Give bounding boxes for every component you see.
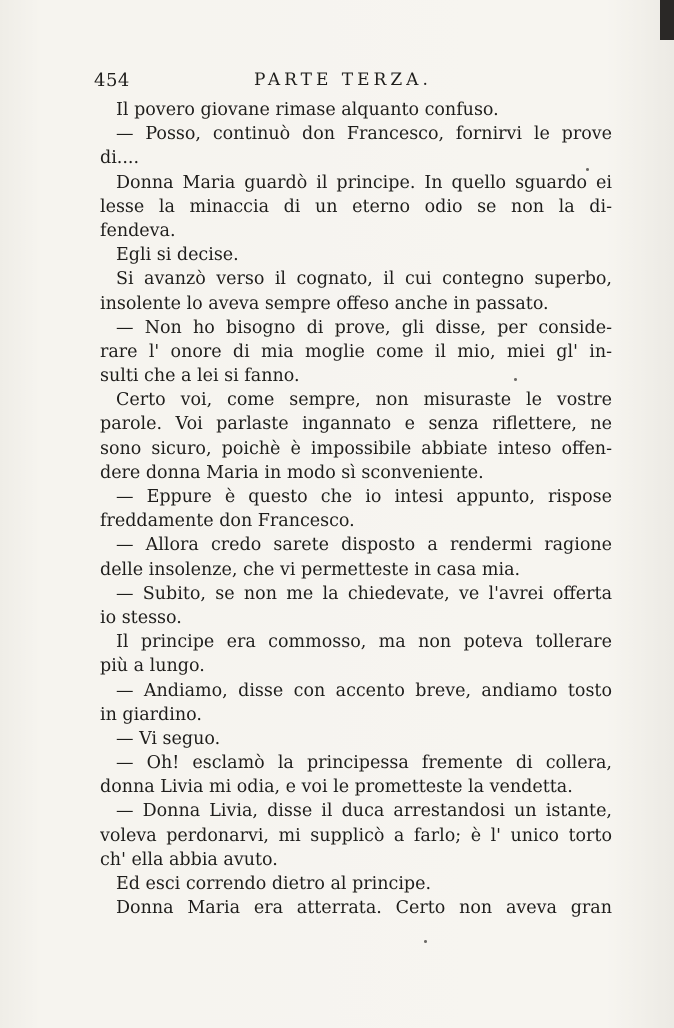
text-line: — Allora credo sarete disposto a rendermi ragione <box>116 535 612 556</box>
text-line: freddamente don Francesco. <box>100 511 355 532</box>
text-line: — Eppure è questo che io intesi appunto, rispose <box>116 487 612 507</box>
text-line: io stesso. <box>100 607 182 628</box>
text-line: Egli si decise. <box>116 245 239 266</box>
running-title: PARTE TERZA. <box>254 70 432 90</box>
text-line: Donna Maria era atterrata. Certo non aveva gran <box>116 898 612 919</box>
text-line: — Oh! esclamò la principessa fremente di collera, <box>116 753 612 774</box>
print-speck <box>424 940 427 943</box>
text-line: sono sicuro, poichè è impossibile abbiate inteso offen- <box>100 438 612 459</box>
text-line: insolente lo aveva sempre offeso anche in passato. <box>100 293 549 314</box>
text-line: in giardino. <box>100 704 202 725</box>
text-line: rare l' onore di mia moglie come il mio, miei gl' in- <box>100 341 612 362</box>
text-line: — Posso, continuò don Francesco, fornirvi le prove <box>116 124 612 145</box>
text-line: Donna Maria guardò il principe. In quello sguardo ei <box>116 172 612 193</box>
text-line: parole. Voi parlaste ingannato e senza riflettere, ne <box>100 414 612 435</box>
text-line: Ed esci correndo dietro al principe. <box>116 874 432 894</box>
text-line: più a lungo. <box>100 656 205 677</box>
text-line: di.... <box>100 148 140 169</box>
text-line: donna Livia mi odia, e voi le prometteste la vendetta. <box>100 777 573 798</box>
text-line: delle insolenze, che vi permetteste in casa mia. <box>100 559 521 580</box>
text-line: Il povero giovane rimase alquanto confuso. <box>116 100 499 120</box>
text-line: — Subito, se non me la chiedevate, ve l'avrei offerta <box>116 583 612 604</box>
print-speck <box>586 168 589 171</box>
text-line: lesse la minaccia di un eterno odio se non la di- <box>100 196 612 217</box>
text-line: Certo voi, come sempre, non misuraste le vostre <box>116 390 612 411</box>
text-line: — Donna Livia, disse il duca arrestandosi un istante, <box>116 801 612 822</box>
text-line: — Andiamo, disse con accento breve, andiamo tosto <box>116 680 612 701</box>
text-line: — Non ho bisogno di prove, gli disse, per conside- <box>116 317 612 338</box>
text-line: voleva perdonarvi, mi supplicò a farlo; è l' unico torto <box>100 825 612 846</box>
text-line: Si avanzò verso il cognato, il cui contegno superbo, <box>116 269 612 290</box>
text-line: sulti che a lei si fanno. <box>100 366 300 387</box>
text-line: — Vi seguo. <box>116 728 221 749</box>
text-line: fendeva. <box>100 220 176 241</box>
page-header <box>94 70 614 96</box>
print-speck <box>514 378 517 381</box>
text-line: Il principe era commosso, ma non poteva tollerare <box>116 632 612 653</box>
page-edge-shadow <box>660 0 674 40</box>
body-text <box>100 98 612 920</box>
text-line: ch' ella abbia avuto. <box>100 849 278 870</box>
text-line: dere donna Maria in modo sì sconveniente. <box>100 462 484 483</box>
page-number: 454 <box>94 70 130 91</box>
